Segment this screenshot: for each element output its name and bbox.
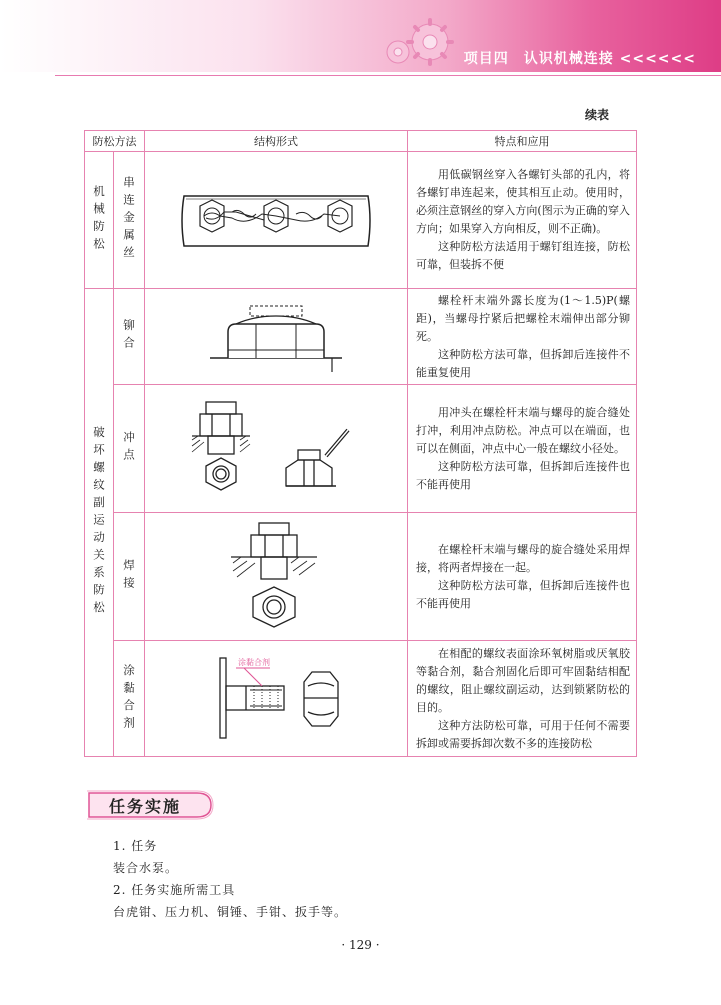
weld-figure xyxy=(221,519,331,635)
desc-para: 这种防松方法适用于螺钉组连接，防松可靠，但装拆不便 xyxy=(416,240,630,271)
adhesive-figure xyxy=(206,654,346,744)
task-content xyxy=(113,835,347,923)
figure-cell xyxy=(145,641,408,757)
desc-para: 在相配的螺纹表面涂环氧树脂或厌氧胶等黏合剂，黏合剂固化后即可牢固黏结相配的螺纹，阻止螺纹副运动，达到锁紧防松的目的。 xyxy=(416,646,630,714)
anti-loosening-table xyxy=(84,130,637,757)
continued-label: 续表 xyxy=(584,108,609,122)
task-title: 任务实施 xyxy=(109,797,182,816)
desc-para: 用低碳钢丝穿入各螺钉头部的孔内，将各螺钉串连起来，使其相互止动。使用时，必须注意钢丝的穿入方向(图示为正确的穿入方向；如果穿入方向相反，则不正确)。 xyxy=(416,168,630,235)
method-cell xyxy=(114,513,145,641)
group-cell-mechanical xyxy=(85,152,114,289)
adhesive-callout: 涂黏合剂 xyxy=(238,657,270,667)
method-label: 涂黏合剂 xyxy=(122,663,136,734)
page-header xyxy=(0,0,721,78)
figure-cell xyxy=(145,513,408,641)
desc-para: 这种防松方法可靠，但拆卸后连接件也不能再使用 xyxy=(416,578,630,610)
method-cell xyxy=(114,289,145,385)
gears-icon xyxy=(360,8,460,72)
desc-cell xyxy=(408,152,637,289)
method-cell xyxy=(114,385,145,513)
desc-cell xyxy=(408,385,637,513)
desc-para: 在螺栓杆末端与螺母的旋合缝处采用焊接，将两者焊接在一起。 xyxy=(416,542,630,574)
group-label: 机械防松 xyxy=(92,185,106,255)
table-row xyxy=(85,385,637,513)
table-row xyxy=(85,641,637,757)
desc-para: 这种方法防松可靠，可用于任何不需要拆卸或需要拆卸次数不多的连接防松 xyxy=(416,718,630,750)
col-header-structure: 结构形式 xyxy=(145,131,408,152)
task-line: 台虎钳、压力机、铜锤、手钳、扳手等。 xyxy=(113,905,348,919)
riveted-nut-figure xyxy=(206,302,346,372)
method-label: 焊接 xyxy=(122,559,136,594)
desc-para: 这种防松方法可靠，但拆卸后连接件也不能再使用 xyxy=(416,459,630,491)
table-row xyxy=(85,289,637,385)
header-title: 项目四 认识机械连接 <<<<<< xyxy=(463,51,696,67)
desc-cell xyxy=(408,513,637,641)
group-label: 破坏螺纹副运动关系防松 xyxy=(92,426,106,619)
desc-para: 用冲头在螺栓杆末端与螺母的旋合缝处打冲，利用冲点防松。冲点可以在端面，也可以在侧面，冲点中心一般在螺纹小径处。 xyxy=(416,405,630,455)
wire-bolts-figure xyxy=(176,184,376,256)
figure-cell xyxy=(145,289,408,385)
desc-cell xyxy=(408,289,637,385)
table-row xyxy=(85,513,637,641)
desc-cell xyxy=(408,641,637,757)
punch-figure xyxy=(186,394,366,504)
desc-para: 这种防松方法可靠，但拆卸后连接件不能重复使用 xyxy=(416,347,630,379)
method-cell xyxy=(114,641,145,757)
group-cell-thread xyxy=(85,289,114,757)
method-cell xyxy=(114,152,145,289)
table-header-row xyxy=(85,131,637,152)
page-number: · 129 · xyxy=(341,938,380,952)
table-row xyxy=(85,152,637,289)
header-rule xyxy=(55,75,721,76)
desc-para: 螺栓杆末端外露长度为(1～1.5)P(螺距)，当螺母拧紧后把螺栓末端伸出部分铆死。 xyxy=(416,293,630,343)
col-header-method: 防松方法 xyxy=(85,131,145,152)
task-line: 装合水泵。 xyxy=(113,861,179,875)
task-line: 1. 任务 xyxy=(113,839,158,853)
figure-cell xyxy=(145,385,408,513)
method-label: 铆合 xyxy=(122,319,136,354)
col-header-features: 特点和应用 xyxy=(408,131,637,152)
figure-cell xyxy=(145,152,408,289)
method-label: 冲点 xyxy=(122,431,136,466)
method-label: 串连金属丝 xyxy=(122,176,136,264)
task-line: 2. 任务实施所需工具 xyxy=(113,883,236,897)
